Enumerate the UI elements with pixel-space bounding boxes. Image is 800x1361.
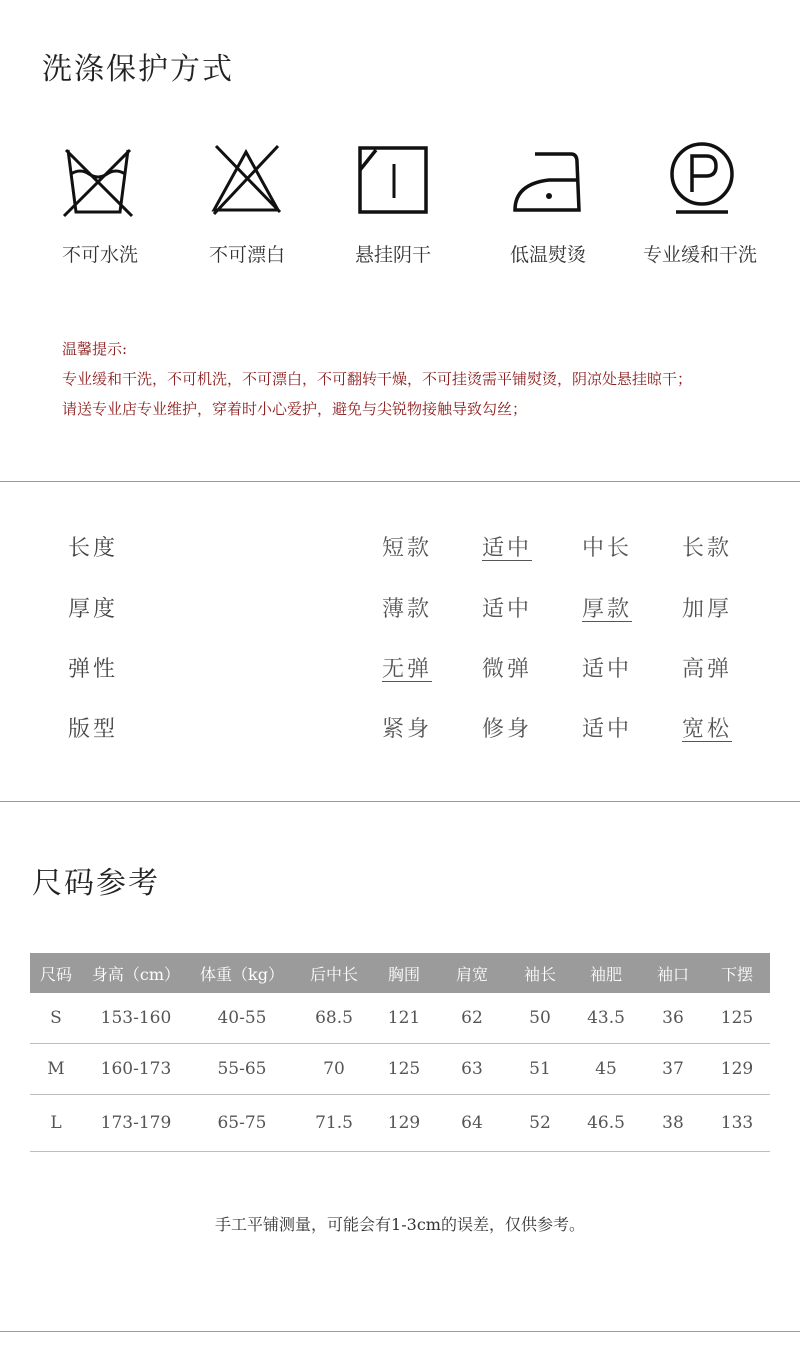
table-row	[30, 993, 770, 1044]
table-cell: 153-160	[100, 1008, 172, 1028]
size-title: 尺码参考	[32, 866, 160, 901]
attribute-label: 厚度	[68, 597, 119, 622]
size-table	[30, 953, 770, 1152]
attribute-row	[0, 531, 800, 571]
low-iron-label: 低温熨烫	[509, 244, 586, 266]
table-cell: 160-173	[100, 1059, 172, 1079]
no-wash-label: 不可水洗	[61, 244, 138, 266]
column-header: 身高（cm）	[91, 964, 181, 984]
attribute-option: 短款	[382, 536, 433, 561]
attribute-label: 长度	[68, 536, 119, 561]
divider	[0, 481, 800, 482]
table-cell: 71.5	[315, 1113, 353, 1133]
table-cell: 121	[387, 1008, 421, 1028]
attribute-option: 薄款	[382, 597, 433, 622]
attribute-option-selected: 适中	[482, 536, 533, 561]
table-cell: 173-179	[100, 1113, 172, 1133]
no-bleach-icon	[206, 140, 286, 220]
table-cell: 38	[662, 1113, 684, 1133]
attribute-option: 适中	[482, 597, 533, 622]
tips-line-1: 专业缓和干洗，不可机洗，不可漂白，不可翻转干燥，不可挂烫需平铺熨烫，阴凉处悬挂晾干；	[62, 370, 693, 388]
table-row	[30, 1095, 770, 1152]
column-header: 袖口	[656, 964, 689, 984]
attribute-option: 高弹	[682, 657, 733, 682]
table-cell: 70	[323, 1059, 345, 1079]
table-cell: 51	[529, 1059, 551, 1079]
table-cell: 50	[529, 1008, 551, 1028]
hang-dry-label: 悬挂阴干	[354, 244, 431, 266]
column-header: 尺码	[39, 964, 72, 984]
column-header: 袖长	[523, 964, 556, 984]
table-cell: 36	[662, 1008, 684, 1028]
table-cell: 52	[529, 1113, 551, 1133]
attribute-option: 适中	[582, 717, 633, 742]
low-iron-icon	[509, 140, 589, 220]
table-cell: 65-75	[217, 1113, 267, 1133]
measure-note: 手工平铺测量，可能会有1-3cm的误差，仅供参考。	[215, 1215, 585, 1234]
table-cell: 63	[461, 1059, 483, 1079]
attribute-row	[0, 592, 800, 632]
column-header: 胸围	[387, 964, 420, 984]
attribute-row	[0, 652, 800, 692]
attribute-option: 修身	[482, 717, 533, 742]
table-cell: 64	[461, 1113, 483, 1133]
table-cell: 129	[387, 1113, 421, 1133]
table-cell: 43.5	[587, 1008, 625, 1028]
attribute-option: 加厚	[682, 597, 733, 622]
tips-line-2: 请送专业店专业维护，穿着时小心爱护，避免与尖锐物接触导致勾丝；	[62, 400, 528, 418]
size-table-header	[30, 953, 770, 993]
table-cell: 62	[461, 1008, 483, 1028]
no-wash-icon	[58, 140, 138, 220]
column-header: 袖肥	[589, 964, 622, 984]
attribute-label: 版型	[68, 717, 119, 742]
table-cell: 37	[662, 1059, 684, 1079]
table-cell: M	[47, 1059, 65, 1079]
attribute-row	[0, 712, 800, 752]
table-cell: 68.5	[315, 1008, 353, 1028]
table-cell: 55-65	[217, 1059, 267, 1079]
column-header: 下摆	[720, 964, 753, 984]
table-cell: S	[50, 1008, 62, 1028]
divider	[0, 1331, 800, 1332]
table-cell: 133	[720, 1113, 754, 1133]
dry-clean-label: 专业缓和干洗	[642, 244, 757, 266]
attribute-option: 微弹	[482, 657, 533, 682]
care-title: 洗涤保护方式	[42, 52, 234, 87]
hang-dry-shade-icon	[354, 140, 434, 220]
attribute-label: 弹性	[68, 657, 119, 682]
table-cell: 125	[720, 1008, 754, 1028]
dry-clean-p-icon	[662, 140, 742, 220]
attribute-option: 紧身	[382, 717, 433, 742]
column-header: 体重（kg）	[200, 964, 284, 984]
table-cell: 46.5	[587, 1113, 625, 1133]
attribute-option-selected: 厚款	[582, 597, 633, 622]
table-cell: 45	[595, 1059, 617, 1079]
size-table-body	[30, 993, 770, 1152]
table-row	[30, 1044, 770, 1095]
attribute-option-selected: 无弹	[382, 657, 433, 682]
column-header: 肩宽	[455, 964, 488, 984]
table-cell: 125	[387, 1059, 421, 1079]
attribute-option: 中长	[582, 536, 633, 561]
attribute-option: 适中	[582, 657, 633, 682]
tips-heading: 温馨提示:	[62, 340, 128, 358]
no-bleach-label: 不可漂白	[208, 244, 285, 266]
table-cell: L	[50, 1113, 62, 1133]
divider	[0, 801, 800, 802]
column-header: 后中长	[309, 964, 358, 984]
care-tips	[62, 334, 692, 424]
attribute-option: 长款	[682, 536, 733, 561]
table-cell: 129	[720, 1059, 754, 1079]
table-cell: 40-55	[217, 1008, 267, 1028]
attribute-option-selected: 宽松	[682, 717, 733, 742]
